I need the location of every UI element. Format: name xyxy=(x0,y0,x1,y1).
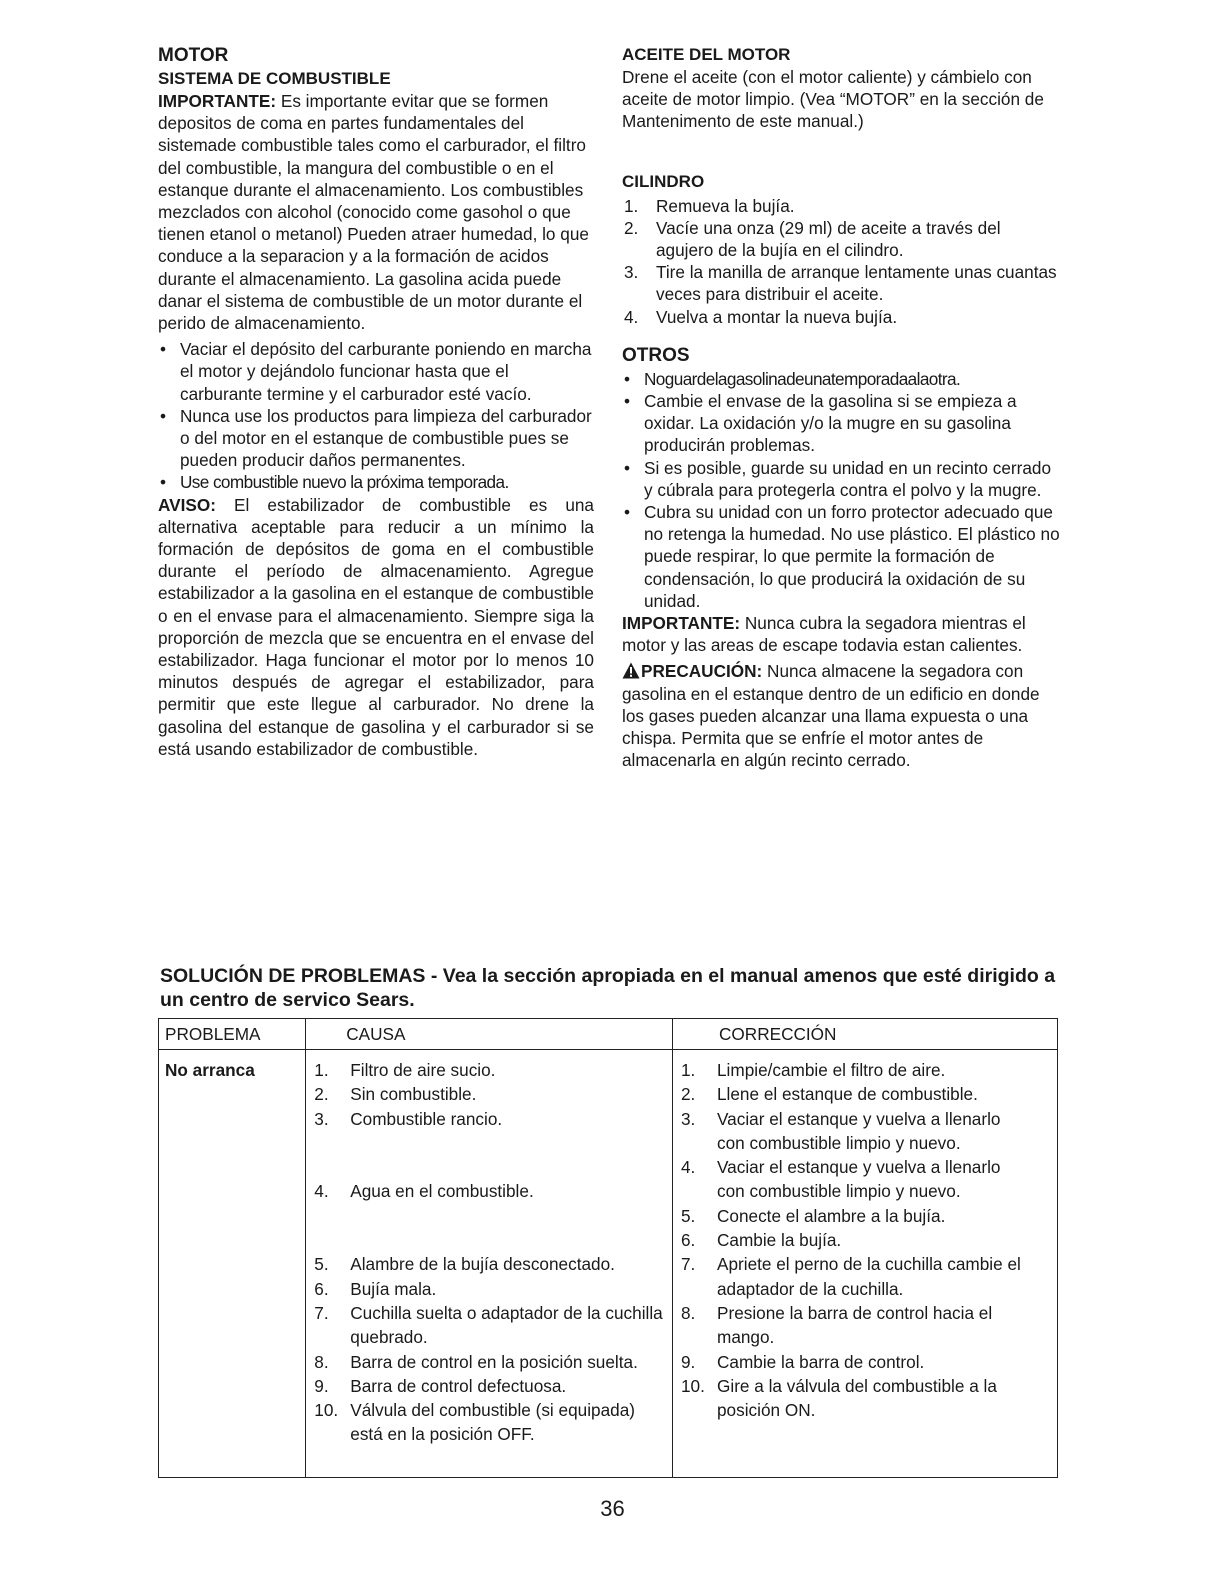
list-item: • Cambie el envase de la gasolina si se empieza a oxidar. La oxidación y/o la mugre en su gasolina producirán problemas. xyxy=(622,390,1062,457)
item-text: Gire a la válvula del combustible a la posición ON. xyxy=(717,1375,997,1421)
item-number: 9. xyxy=(681,1351,696,1372)
fuel-bullet-list xyxy=(158,338,594,493)
list-item xyxy=(679,1058,1057,1082)
list-item xyxy=(312,1082,672,1106)
item-number: 1. xyxy=(314,1060,329,1080)
otros-bullet-list xyxy=(622,368,1062,612)
item-number: 7. xyxy=(314,1302,329,1323)
item-number: 4. xyxy=(314,1181,329,1202)
item-number: 4. xyxy=(681,1157,696,1178)
engine-oil-heading: ACEITE DEL MOTOR xyxy=(622,45,791,64)
step-number: 4. xyxy=(624,306,639,327)
item-text: Agua en el combustible. xyxy=(350,1181,534,1202)
caution-paragraph xyxy=(622,660,1062,771)
step-number: 2. xyxy=(624,217,639,238)
item-text: Cambie la barra de control. xyxy=(717,1351,925,1372)
step-text: Remueva la bujía. xyxy=(656,195,795,216)
list-item: • Nunca use los productos para limpieza del carburador o del motor en el estanque de combustible pues se pueden producir daños permanentes. xyxy=(158,405,594,472)
list-item xyxy=(622,217,1062,261)
header-cause: CAUSA xyxy=(306,1019,673,1050)
header-correction: CORRECCIÓN xyxy=(673,1019,1058,1050)
item-text: Combustible rancio. xyxy=(350,1108,503,1129)
caution-text: Nunca almacene la segadora con gasolina en el estanque dentro de un edificio en donde los gases pueden alcanzar una llama expuesta o una chispa. Permita que se enfríe el motor antes de almacenarla en algún recinto cerrado. xyxy=(622,661,1040,771)
list-item xyxy=(312,1107,672,1180)
list-item: • Si es posible, guarde su unidad en un recinto cerrado y cúbrala para protegerla contra el polvo y la mugre. xyxy=(622,457,1062,501)
page-number: 36 xyxy=(600,1496,625,1521)
list-item: • Vaciar el depósito del carburante poniendo en marcha el motor y dejándolo funcionar hasta que el carburante termine y el carburador esté vacío. xyxy=(158,338,594,405)
right-important-paragraph xyxy=(622,612,1062,656)
list-item xyxy=(312,1350,672,1374)
item-text: Válvula del combustible (si equipada) está en la posición OFF. xyxy=(350,1400,635,1445)
item-text: Llene el estanque de combustible. xyxy=(717,1084,978,1105)
item-text: Conecte el alambre a la bujía. xyxy=(717,1205,946,1226)
list-item: • Cubra su unidad con un forro protector adecuado que no retenga la humedad. No use plástico. El plástico no puede respirar, lo que permite la formación de condensación, lo que producirá la oxidación de su unidad. xyxy=(622,501,1062,612)
list-item xyxy=(312,1058,672,1082)
troubleshooting-title: SOLUCIÓN DE PROBLEMAS - Vea la sección apropiada en el manual amenos que esté dirigido a un centro de servico Sears. xyxy=(160,965,1056,1011)
list-item xyxy=(679,1155,1017,1204)
list-item xyxy=(679,1350,1057,1374)
cylinder-steps xyxy=(622,195,1062,328)
troubleshooting-table xyxy=(158,1018,1058,1478)
item-number: 3. xyxy=(314,1108,329,1129)
item-text: Cambie la bujía. xyxy=(717,1230,842,1251)
caution-label: PRECAUCIÓN: xyxy=(641,661,763,682)
item-text: Cuchilla suelta o adaptador de la cuchilla quebrado. xyxy=(350,1302,663,1348)
important-text: Es importante evitar que se formen depositos de coma en partes fundamentales del sistemade combustible tales como el carburador, el filtro del combustible, la mangura del combustible o en el estanque durante el almacenamiento. Los combustibles mezclados con alcohol (conocido come gasohol o que tienen etanol o metanol) Pueden atraer humedad, lo que conduce a la separacion y a la formación de acidos durante el almacenamiento. La gasolina acida puede danar el sistema de combustible de un motor durante el perido de almacenamiento. xyxy=(158,91,589,334)
list-item xyxy=(312,1398,672,1447)
item-number: 5. xyxy=(314,1254,329,1275)
correction-list xyxy=(679,1058,1057,1422)
table-row xyxy=(159,1050,1058,1478)
list-item xyxy=(679,1228,1057,1252)
list-item xyxy=(622,261,1062,305)
list-item xyxy=(679,1252,1057,1301)
step-number: 1. xyxy=(624,195,639,216)
fuel-important-paragraph xyxy=(158,90,594,334)
item-text: Barra de control en la posición suelta. xyxy=(350,1351,638,1372)
list-item xyxy=(312,1277,672,1301)
item-number: 5. xyxy=(681,1205,696,1226)
item-text: Barra de control defectuosa. xyxy=(350,1375,567,1396)
item-text: Apriete el perno de la cuchilla cambie el adaptador de la cuchilla. xyxy=(717,1254,1021,1299)
item-text: Sin combustible. xyxy=(350,1084,477,1105)
list-item xyxy=(312,1179,672,1252)
item-text: Bujía mala. xyxy=(350,1278,437,1299)
item-number: 10. xyxy=(314,1400,339,1421)
item-number: 3. xyxy=(681,1108,696,1129)
item-number: 8. xyxy=(314,1351,329,1372)
item-text: Filtro de aire sucio. xyxy=(350,1060,496,1080)
list-item xyxy=(679,1204,1057,1228)
item-number: 6. xyxy=(314,1278,329,1299)
item-number: 9. xyxy=(314,1375,329,1396)
item-number: 6. xyxy=(681,1230,696,1251)
item-number: 8. xyxy=(681,1302,696,1323)
item-text: Vaciar el estanque y vuelva a llenarlo con combustible limpio y nuevo. xyxy=(717,1157,1001,1202)
important-label: IMPORTANTE: xyxy=(622,613,741,634)
warning-triangle-icon xyxy=(622,662,640,679)
item-text: Vaciar el estanque y vuelva a llenarlo con combustible limpio y nuevo. xyxy=(717,1108,1001,1153)
aviso-text: El estabilizador de combustible es una alternativa aceptable para reducir a un mínimo la formación de depósitos de goma en el combustible durante el período de almacenamiento. Agregue estabilizador a la gasolina en el estanque de combustible o en el envase para el almacenamiento. Siempre siga la proporción de mezcla que se encuentra en el envase del estabilizador. Haga funcionar el motor por lo menos 10 minutos después de agregar el estabilizador, para permitir que este llegue al carburador. No drene la gasolina del estanque de gasolina y el carburador si se está usando estabilizador de combustible. xyxy=(158,494,594,759)
step-text: Vacíe una onza (29 ml) de aceite a través del agujero de la bujía en el cilindro. xyxy=(656,217,1001,261)
item-text: Alambre de la bujía desconectado. xyxy=(350,1254,615,1275)
list-item xyxy=(679,1301,1017,1350)
list-item xyxy=(622,306,1062,328)
item-number: 2. xyxy=(681,1084,696,1105)
engine-oil-text: Drene el aceite (con el motor caliente) y cámbielo con aceite de motor limpio. (Vea “MOTOR” en la sección de Mantenimento de este manual.) xyxy=(622,67,1044,132)
list-item xyxy=(312,1252,672,1276)
item-number: 1. xyxy=(681,1060,696,1080)
list-item xyxy=(679,1082,1057,1106)
header-problem: PROBLEMA xyxy=(159,1019,306,1050)
fuel-system-heading: SISTEMA DE COMBUSTIBLE xyxy=(158,69,391,88)
table-header-row xyxy=(159,1019,1058,1050)
list-item: • Noguardelagasolinadeunatemporadaalaotra. xyxy=(622,368,1062,390)
list-item xyxy=(679,1107,1017,1156)
item-number: 10. xyxy=(681,1375,705,1396)
item-number: 7. xyxy=(681,1254,696,1275)
list-item xyxy=(622,195,1062,217)
left-column xyxy=(158,44,594,760)
cause-list xyxy=(312,1058,672,1447)
list-item xyxy=(312,1301,672,1350)
item-text: Limpie/cambie el filtro de aire. xyxy=(717,1060,946,1080)
aviso-paragraph xyxy=(158,494,594,760)
cylinder-heading: CILINDRO xyxy=(622,171,705,191)
motor-heading: MOTOR xyxy=(158,45,229,66)
important-text: Nunca cubra la segadora mientras el motor y las areas de escape todavia estan calientes. xyxy=(622,613,1026,656)
step-text: Tire la manilla de arranque lentamente unas cuantas veces para distribuir el aceite. xyxy=(656,262,1057,305)
step-text: Vuelva a montar la nueva bujía. xyxy=(656,306,898,327)
aviso-label: AVISO: xyxy=(158,494,216,515)
list-item: • Use combustible nuevo la próxima temporada. xyxy=(158,471,594,493)
important-label: IMPORTANTE: xyxy=(158,91,277,111)
right-column xyxy=(622,44,1062,771)
problem-name: No arranca xyxy=(165,1060,255,1080)
otros-heading: OTROS xyxy=(622,344,690,366)
item-text: Presione la barra de control hacia el mango. xyxy=(717,1302,993,1348)
item-number: 2. xyxy=(314,1084,329,1105)
list-item xyxy=(312,1374,672,1398)
step-number: 3. xyxy=(624,262,639,283)
list-item xyxy=(679,1374,1057,1423)
